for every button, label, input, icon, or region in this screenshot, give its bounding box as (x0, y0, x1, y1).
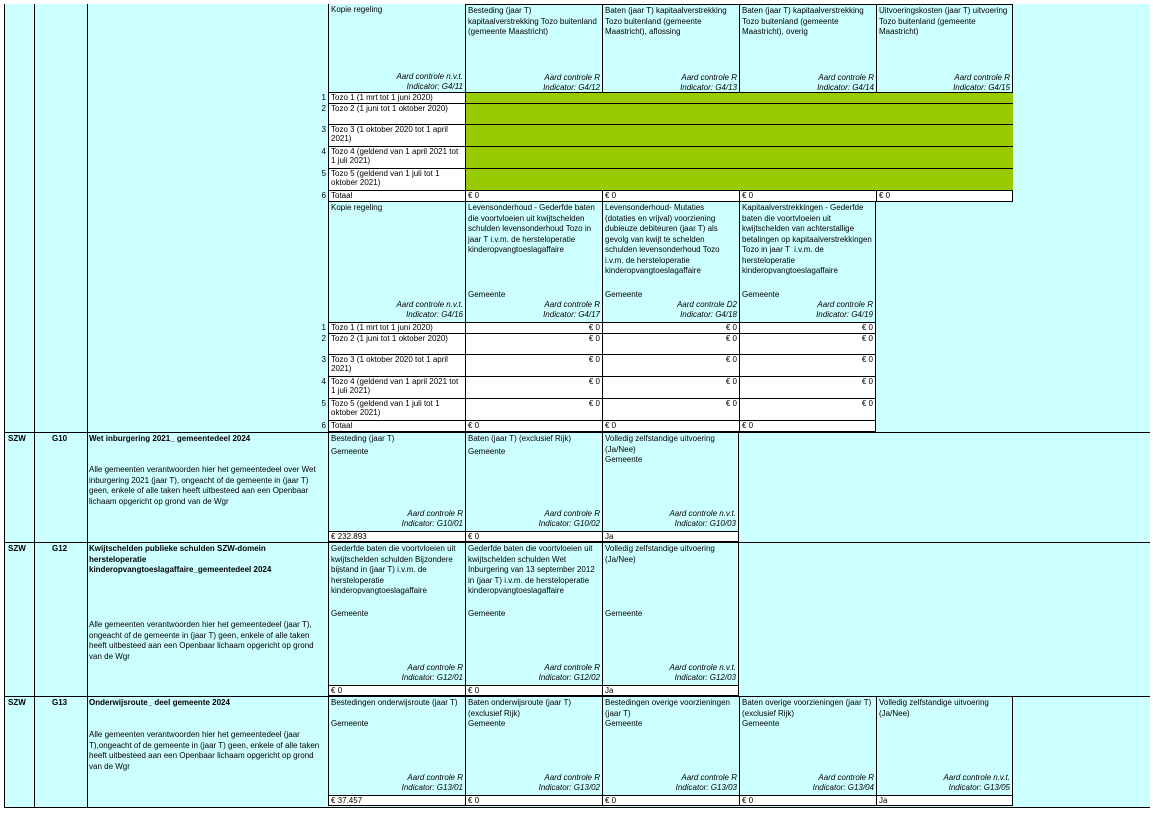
column-sub: Gemeente (742, 290, 780, 299)
row-label-cell (328, 420, 465, 432)
specuk-code: G10 (52, 434, 82, 446)
indicator: Indicator: G4/11 (406, 82, 463, 91)
value-cell[interactable] (739, 398, 876, 420)
indicator: Indicator: G12/01 (401, 673, 463, 682)
total-value: € 0 (605, 191, 617, 200)
aard-controle: Aard controle n.v.t. (943, 773, 1010, 782)
aard-controle: Aard controle R (407, 663, 463, 672)
column-title: Baten (jaar T) kapitaalverstrekking Tozo buitenland (gemeente Maastricht), aflossing (605, 6, 729, 36)
aard-controle: Aard controle R (544, 509, 600, 518)
value-cell[interactable] (602, 795, 739, 806)
cell-value: € 0 (742, 796, 754, 805)
value-cell[interactable] (876, 795, 1013, 806)
indicator: Indicator: G4/12 (543, 83, 600, 92)
regeling-header: Kopie regeling (331, 203, 383, 212)
aard-controle: Aard controle R (817, 300, 873, 309)
column-title: Baten (jaar T) kapitaalverstrekking Tozo buitenland (gemeente Maastricht), overig (742, 6, 866, 36)
value-cell[interactable] (602, 333, 739, 354)
aard-controle: Aard controle R (954, 73, 1010, 82)
column-header (876, 4, 1013, 92)
row-number: 1 (321, 93, 326, 102)
indicator: Indicator: G13/01 (401, 783, 463, 792)
row-number: 5 (321, 169, 326, 178)
indicator: Indicator: G4/15 (953, 83, 1010, 92)
total-cell (739, 420, 876, 432)
total-value: € 0 (742, 191, 754, 200)
value-cell[interactable] (465, 531, 602, 542)
column-title: Baten overige voorzieningen (jaar T) (exclusief Rijk) (742, 698, 874, 718)
row-label-cell (328, 103, 465, 124)
cell-value: € 0 (725, 377, 737, 386)
row-label-cell (328, 146, 465, 168)
column-header (465, 543, 602, 685)
specuk-code: G12 (52, 544, 82, 556)
column-title: Volledig zelfstandige uitvoering (Ja/Nee) (879, 698, 992, 718)
column-header (328, 543, 465, 685)
row-label: Tozo 1 (1 mrt tot 1 juni 2020) (331, 93, 433, 102)
row-number: 3 (321, 125, 326, 134)
section-description: Alle gemeenten verantwoorden hier het gemeentedeel (jaar T), ongeacht of de gemeente in (jaar T) geen, enkele of alle taken heeft uitbesteed aan een Openbaar lichaam opgericht op grond van de Wgr (89, 620, 326, 664)
aard-controle: Aard controle n.v.t. (669, 663, 736, 672)
value-cell[interactable] (602, 376, 739, 398)
column-sub: Gemeente (605, 609, 643, 618)
cell-value: € 0 (588, 399, 600, 408)
value-cell[interactable] (602, 685, 739, 696)
column-sub: Gemeente (605, 455, 643, 464)
aard-controle: Aard controle R (544, 663, 600, 672)
indicator: Indicator: G12/03 (674, 673, 736, 682)
cell-value: € 0 (468, 686, 480, 695)
cell-value: € 0 (588, 355, 600, 364)
aard-controle: Aard controle n.v.t. (669, 509, 736, 518)
column-header (465, 202, 602, 322)
cell-value: € 0 (861, 323, 873, 332)
bottom-border (4, 807, 1150, 808)
indicator: Indicator: G13/02 (538, 783, 600, 792)
column-header (465, 4, 602, 92)
row-number: 6 (321, 421, 326, 430)
row-number: 5 (321, 399, 326, 408)
cell-value: € 0 (725, 355, 737, 364)
value-cell[interactable] (739, 333, 876, 354)
input-cell-green[interactable] (465, 146, 1013, 168)
row-number: 4 (321, 147, 326, 156)
input-cell-green[interactable] (465, 124, 1013, 146)
row-label-cell (328, 124, 465, 146)
indicator: Indicator: G12/02 (538, 673, 600, 682)
column-header (739, 697, 876, 795)
cell-value: € 0 (588, 334, 600, 343)
row-label: Tozo 3 (1 oktober 2020 tot 1 april 2021) (331, 355, 448, 373)
value-cell[interactable] (602, 398, 739, 420)
column-title: Besteding (jaar T) kapitaalverstrekking Tozo buitenland (gemeente Maastricht) (468, 6, 600, 36)
department-code: SZW (8, 434, 32, 446)
total-value: € 0 (468, 191, 480, 200)
cell-value: € 232.893 (331, 532, 367, 541)
cell-value: Ja (879, 796, 888, 805)
indicator: Indicator: G10/03 (674, 519, 736, 528)
grid-line (4, 4, 5, 808)
column-header (739, 202, 876, 322)
aard-controle: Aard controle R (818, 773, 874, 782)
value-cell[interactable] (328, 531, 465, 542)
row-number: 1 (321, 323, 326, 332)
column-sub: Gemeente (468, 290, 506, 299)
cell-value: Ja (605, 532, 614, 541)
column-sub: Gemeente (468, 609, 506, 618)
row-number: 2 (321, 104, 326, 113)
aard-controle: Aard controle R (544, 773, 600, 782)
row-label: Tozo 4 (geldend van 1 april 2021 tot 1 juli 2021) (331, 147, 459, 165)
cell-value: € 0 (725, 334, 737, 343)
input-cell-green[interactable] (465, 168, 1013, 190)
cell-value: € 0 (861, 377, 873, 386)
column-header (465, 697, 602, 795)
row-label: Totaal (331, 191, 353, 200)
indicator: Indicator: G13/05 (948, 783, 1010, 792)
row-label-cell (328, 322, 465, 333)
value-cell[interactable] (465, 398, 602, 420)
column-header (602, 697, 739, 795)
value-cell[interactable] (465, 795, 602, 806)
value-cell[interactable] (465, 322, 602, 333)
cell-value: € 0 (468, 532, 480, 541)
input-cell-green[interactable] (465, 92, 1013, 103)
value-cell[interactable] (739, 354, 876, 376)
column-header (465, 433, 602, 531)
row-label-cell (328, 398, 465, 420)
section-description: Alle gemeenten verantwoorden hier het gemeentedeel (jaar T),ongeacht of de gemeente in (jaar T) geen, enkele of alle taken heeft uitbesteed aan een Openbaar lichaam opgericht op grond van de Wgr (89, 730, 326, 774)
indicator: Indicator: G4/13 (680, 83, 737, 92)
cell-value: € 0 (331, 686, 343, 695)
column-header (602, 433, 739, 531)
cell-value: € 0 (861, 334, 873, 343)
row-label: Tozo 5 (geldend van 1 juli tot 1 oktober 2021) (331, 169, 440, 187)
specuk-code: G13 (52, 698, 82, 710)
total-value: € 0 (742, 421, 754, 430)
value-cell[interactable] (465, 354, 602, 376)
row-label-cell (328, 92, 465, 103)
column-sub: Gemeente (468, 446, 506, 456)
column-title: Kapitaalverstrekkingen - Gederfde baten die voortvloeien uit kwijtschelden van achterstallige betalingen op kapitaalverstrekkingen Tozo in jaar T i.v.m. de hersteloperatie kinderopvangtoeslagaffaire (742, 203, 874, 275)
indicator: Indicator: G10/01 (401, 519, 463, 528)
aard-controle: Aard controle n.v.t. (396, 72, 463, 81)
cell-value: € 0 (725, 399, 737, 408)
column-sub: Gemeente (605, 290, 643, 299)
aard-controle: Aard controle R (544, 73, 600, 82)
cell-value: € 0 (861, 355, 873, 364)
row-label-cell (328, 354, 465, 376)
value-cell[interactable] (328, 685, 465, 696)
column-header (602, 202, 739, 322)
section-title: Kwijtschelden publieke schulden SZW-domein hersteloperatie kinderopvangtoeslagaffaire_gemeentedeel 2024 (89, 544, 299, 578)
value-cell[interactable] (739, 376, 876, 398)
row-label-cell (328, 376, 465, 398)
aard-controle: Aard controle D2 (676, 300, 737, 309)
cell-value: € 0 (605, 796, 617, 805)
row-label: Tozo 3 (1 oktober 2020 tot 1 april 2021) (331, 125, 448, 143)
row-label: Tozo 4 (geldend van 1 april 2021 tot 1 juli 2021) (331, 377, 459, 395)
row-label-cell (328, 168, 465, 190)
value-cell[interactable] (739, 322, 876, 333)
total-value: € 0 (468, 421, 480, 430)
column-title: Levensonderhoud - Gederfde baten die voortvloeien uit kwijtschelden schulden levensonderhoud Tozo in jaar T i.v.m. de hersteloperatie kinderopvangtoeslagaffaire (468, 203, 597, 254)
indicator: Indicator: G4/18 (680, 310, 737, 319)
column-title: Bestedingen overige voorzieningen (jaar T) (605, 698, 733, 718)
row-number: 2 (321, 334, 326, 343)
column-title: Levensonderhoud- Mutaties (dotaties en vrijval) voorziening dubieuze debiteuren (jaar T) als gevolg van kwijt te schelden schulden levensonderhoud Tozo i.v.m. de hersteloperatie kinderopvangtoeslagaffaire (605, 203, 722, 275)
column-sub: Gemeente (468, 719, 506, 728)
input-cell-green[interactable] (465, 103, 1013, 124)
total-cell (739, 190, 876, 202)
column-header (602, 543, 739, 685)
column-header (739, 4, 876, 92)
column-sub: Gemeente (331, 719, 369, 728)
indicator: Indicator: G13/03 (675, 783, 737, 792)
column-header (602, 4, 739, 92)
regeling-header: Kopie regeling (331, 5, 383, 14)
indicator: Indicator: G4/14 (817, 83, 874, 92)
column-sub: Gemeente (331, 609, 369, 618)
grid-line (87, 4, 88, 808)
value-cell[interactable] (465, 685, 602, 696)
indicator: Indicator: G10/02 (538, 519, 600, 528)
row-label-cell (328, 190, 465, 202)
total-cell (602, 190, 739, 202)
row-label: Totaal (331, 421, 353, 430)
cell-value: Ja (605, 686, 614, 695)
column-header (328, 433, 465, 531)
cell-value: € 0 (588, 323, 600, 332)
section-title: Wet inburgering 2021_ gemeentedeel 2024 (89, 434, 326, 456)
aard-controle: Aard controle R (407, 509, 463, 518)
value-cell[interactable] (602, 531, 739, 542)
column-sub: Gemeente (605, 719, 643, 728)
value-cell[interactable] (465, 333, 602, 354)
total-value: € 0 (879, 191, 891, 200)
column-header (876, 697, 1013, 795)
cell-value: € 37.457 (331, 796, 363, 805)
indicator: Indicator: G4/16 (406, 310, 463, 319)
column-title: Volledig zelfstandige uitvoering (Ja/Nee) (605, 544, 718, 564)
row-number: 4 (321, 377, 326, 386)
indicator: Indicator: G13/04 (812, 783, 874, 792)
indicator: Indicator: G4/17 (543, 310, 600, 319)
total-cell (465, 190, 602, 202)
column-title: Baten onderwijsroute (jaar T) (exclusief Rijk) (468, 698, 574, 718)
total-cell (465, 420, 602, 432)
cell-value: € 0 (588, 377, 600, 386)
aard-controle: Aard controle R (818, 73, 874, 82)
cell-value: € 0 (861, 399, 873, 408)
value-cell[interactable] (602, 354, 739, 376)
column-title: Bestedingen onderwijsroute (jaar T) (331, 698, 458, 707)
row-number: 3 (321, 355, 326, 364)
cell-value: € 0 (468, 796, 480, 805)
regeling-header-cell (328, 202, 465, 322)
value-cell[interactable] (739, 795, 876, 806)
column-sub: Gemeente (742, 719, 780, 728)
regeling-header-cell (328, 4, 465, 92)
column-title: Baten (jaar T) (exclusief Rijk) (468, 434, 571, 443)
aard-controle: Aard controle R (407, 773, 463, 782)
row-label: Tozo 2 (1 juni tot 1 oktober 2020) (331, 334, 448, 343)
column-title: Volledig zelfstandige uitvoering (Ja/Nee) (605, 434, 718, 454)
total-value: € 0 (605, 421, 617, 430)
total-cell (876, 190, 1013, 202)
column-title: Gederfde baten die voortvloeien uit kwijtschelden schulden Wet Inburgering van 13 september 2012 in (jaar T) i.v.m. de hersteloperatie kinderopvangtoeslagaffaire (468, 544, 597, 595)
value-cell[interactable] (328, 795, 465, 806)
row-label-cell (328, 333, 465, 354)
value-cell[interactable] (602, 322, 739, 333)
department-code: SZW (8, 698, 32, 710)
aard-controle: Aard controle R (681, 773, 737, 782)
aard-controle: Aard controle R (681, 73, 737, 82)
row-label: Tozo 1 (1 mrt tot 1 juni 2020) (331, 323, 433, 332)
row-label: Tozo 5 (geldend van 1 juli tot 1 oktober 2021) (331, 399, 440, 417)
row-label: Tozo 2 (1 juni tot 1 oktober 2020) (331, 104, 448, 113)
column-title: Uitvoeringskosten (jaar T) uitvoering Tozo buitenland (gemeente Maastricht) (879, 6, 1010, 36)
total-cell (602, 420, 739, 432)
indicator: Indicator: G4/19 (816, 310, 873, 319)
aard-controle: Aard controle R (544, 300, 600, 309)
department-code: SZW (8, 544, 32, 556)
row-number: 6 (321, 191, 326, 200)
cell-value: € 0 (725, 323, 737, 332)
column-title: Besteding (jaar T) (331, 434, 395, 443)
section-description: Alle gemeenten verantwoorden hier het gemeentedeel over Wet inburgering 2021 (jaar T), ongeacht of de gemeente in (jaar T) geen, enkele of alle taken heeft uitbesteed aan een Openbaar lichaam opgericht op grond van de Wgr (89, 465, 326, 513)
column-title: Gederfde baten die voortvloeien uit kwijtschelden schulden Bijzondere bijstand in (jaar T) i.v.m. de hersteloperatie kinderopvangtoeslagaffaire (331, 544, 458, 595)
column-header (328, 697, 465, 795)
section-title: Onderwijsroute_ deel gemeente 2024 (89, 698, 326, 710)
column-sub: Gemeente (331, 446, 369, 456)
value-cell[interactable] (465, 376, 602, 398)
aard-controle: Aard controle n.v.t. (396, 300, 463, 309)
grid-line (34, 4, 35, 808)
